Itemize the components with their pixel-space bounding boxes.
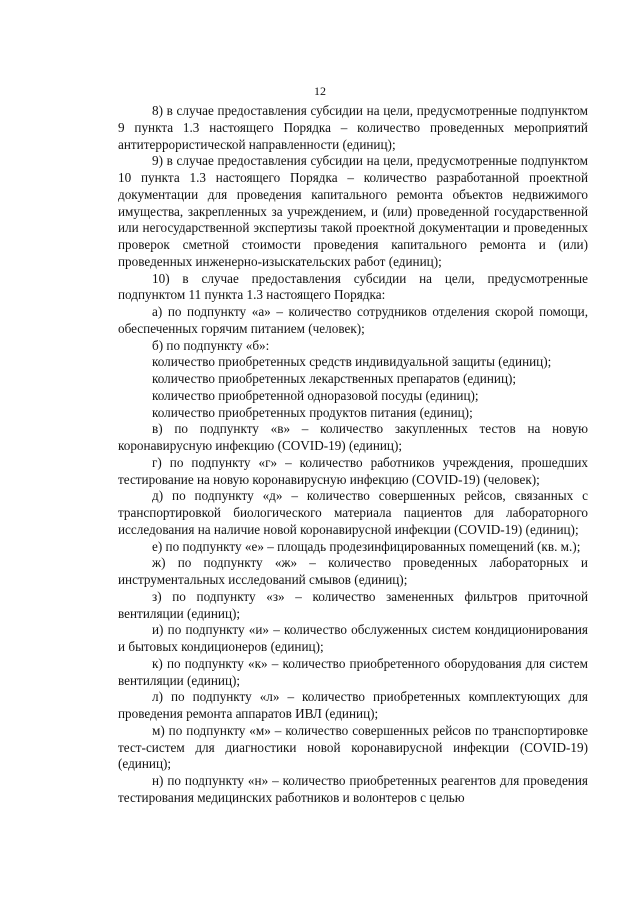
paragraph: количество приобретенных продуктов питания (единиц); (152, 404, 473, 420)
paragraph: е) по подпункту «е» – площадь продезинфицированных помещений (кв. м.); (152, 538, 581, 554)
paragraph: ж) по подпункту «ж» – количество проведенных лабораторных и инструментальных исследований смывов (единиц); (118, 555, 588, 587)
paragraph: а) по подпункту «а» – количество сотрудников отделения скорой помощи, обеспеченных горячим питанием (человек); (118, 304, 588, 336)
paragraph: г) по подпункту «г» – количество работников учреждения, прошедших тестирование на новую коронавирусную инфекцию (COVID-19) (человек); (118, 454, 588, 487)
paragraph: и) по подпункту «и» – количество обслуженных систем кондиционирования и бытовых кондиционеров (единиц); (118, 622, 588, 654)
paragraph: в) по подпункту «в» – количество закупленных тестов на новую коронавирусную инфекцию (COVID-19) (единиц); (118, 421, 588, 453)
paragraph: к) по подпункту «к» – количество приобретенного оборудования для систем вентиляции (единиц); (118, 655, 588, 688)
paragraph: количество приобретенных лекарственных препаратов (единиц); (152, 371, 517, 386)
paragraph: л) по подпункту «л» – количество приобретенных комплектующих для проведения ремонта аппаратов ИВЛ (единиц); (118, 689, 588, 721)
paragraph: н) по подпункту «н» – количество приобретенных реагентов для проведения тестирования медицинских работников и волонтеров с целью (118, 773, 588, 805)
paragraph: 8) в случае предоставления субсидии на цели, предусмотренные подпунктом 9 пункта 1.3 настоящего Порядка – количество проведенных мероприятий антитеррористической направленности (единиц); (118, 103, 588, 152)
paragraph: 10) в случае предоставления субсидии на цели, предусмотренные подпунктом 11 пункта 1.3 настоящего Порядка: (118, 270, 588, 303)
document-body (118, 103, 588, 807)
paragraph: з) по подпункту «з» – количество замененных фильтров приточной вентиляции (единиц); (118, 588, 588, 621)
paragraph: 9) в случае предоставления субсидии на цели, предусмотренные подпунктом 10 пункта 1.3 настоящего Порядка – количество разработанной проектной документации для проведения капитального ремонта объектов недвижимого имущества, закрепленных за учреждением, и (или) проведенной государственной или негосударственной экспертизы такой проектной документации и проведенных проверок сметной стоимости проведения капитального ремонта и (или) проведенных инженерно-изыскательских работ (единиц); (118, 153, 588, 269)
paragraph: д) по подпункту «д» – количество совершенных рейсов, связанных с транспортировкой биологического материала пациентов для лабораторного исследования на наличие новой коронавирусной инфекции (COVID-19) (единиц); (118, 488, 588, 537)
paragraph: м) по подпункту «м» – количество совершенных рейсов по транспортировке тест-систем для диагностики новой коронавирусной инфекции (COVID-19) (единиц); (118, 722, 588, 772)
page-number: 12 (314, 84, 326, 98)
paragraph: б) по подпункту «б»: (152, 337, 270, 353)
paragraph: количество приобретенной одноразовой посуды (единиц); (152, 387, 479, 403)
paragraph: количество приобретенных средств индивидуальной защиты (единиц); (152, 354, 552, 370)
